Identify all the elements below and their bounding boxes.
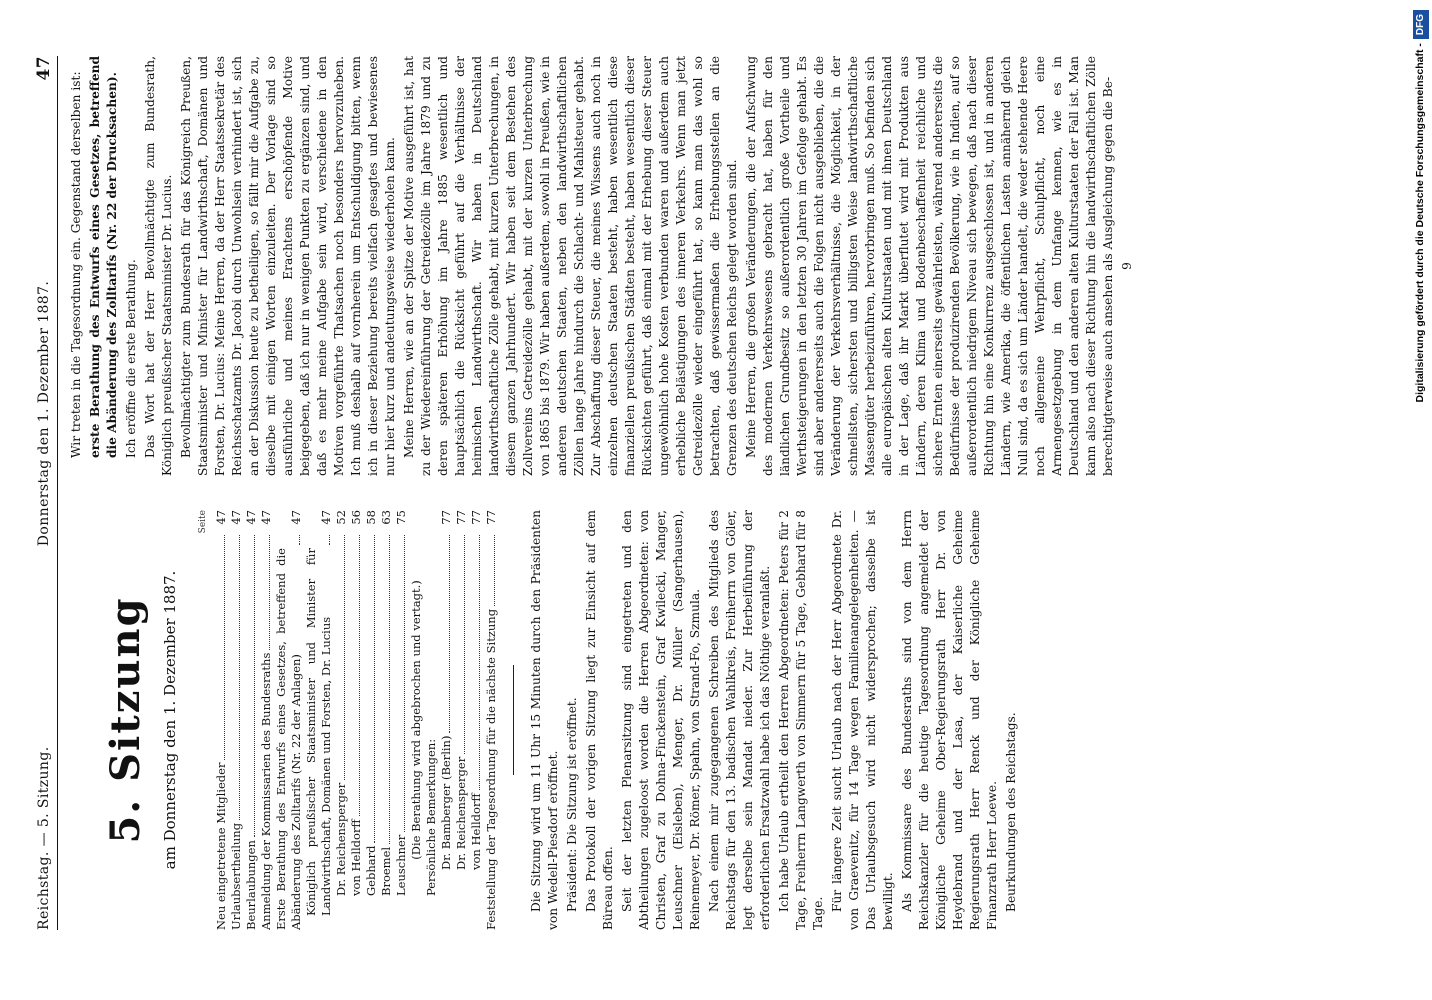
toc-entry-text: Broemel [379, 846, 393, 896]
toc-entry-text: Feststellung der Tagesordnung für die nächste Sitzung [484, 608, 498, 930]
dfg-logo: DFG [1413, 10, 1429, 39]
toc-personal-entry [469, 510, 484, 930]
toc-entry [304, 510, 334, 930]
toc-entry-text: Beurlaubungen [244, 840, 258, 930]
header-left: Reichstag. — 5. Sitzung. [36, 746, 52, 930]
paragraph: Präsident: Die Sitzung ist eröffnet. [565, 697, 579, 912]
paragraph: Meine Herren, wie an der Spitze der Motive ausgeführt ist, hat zu der Wiedereinführung der Getreidezölle im Jahre 1879 und zu deren späteren Erhöhung im Jahre 1885 wesentlich und hauptsächlich die Rücksicht geführt auf die Verhältnisse der heimischen Landwirthschaft. Wir haben in Deutschland landwirthschaftliche Zölle gehabt, mit kurzen Unterbrechungen, in diesem ganzen Jahrhundert. Wir haben seit dem Bestehen des Zollvereins Getreidezölle gehabt, mit der kurzen Unterbrechung von 1865 bis 1879. Wir haben außerdem, sowohl in Preußen, wie in anderen deutschen Staaten, neben den landwirthschaftlichen Zöllen lange Jahre hindurch die Schlacht- und Mahlsteuer gehabt. Zur Abschaffung dieser Steuer, die meines Wissens auch noch in einzelnen deutschen Staaten besteht, haben wesentlich diese finanziellen preußischen Städten besteht, haben wesentlich dieser Rücksichten geführt, daß einmal mit der Erhebung dieser Steuer ungewöhnlich hohe Kosten verbunden waren und außerdem auch erhebliche Belästigungen des inneren Verkehrs. Wenn man jetzt Getreidezölle wieder eingeführt hat, so kann man das wohl so betrachten, daß gewissermaßen die Erhebungsstellen an die Grenzen des deutschen Reichs gelegt worden sind. [402, 56, 739, 476]
toc-entry-page: 47 [259, 510, 273, 525]
toc-entry-text: Anmeldung der Kommissarien des Bundesraths [259, 652, 273, 930]
paragraph: Für längere Zeit sucht Urlaub nach der Herr Abgeordnete Dr. von Graevenitz, für 14 Tage wegen Familienangelegenheiten. — Das Urlaubsgesuch wird nicht widersprochen; dasselbe ist bewilligt. [830, 510, 895, 930]
paragraph: Beurkundungen des Reichstags. [1004, 712, 1018, 912]
toc-entry-text: Urlaubsertheilung [229, 822, 243, 930]
toc-entry-text: von Helldorff [349, 819, 363, 896]
toc-entry-last [484, 510, 499, 930]
toc-personal-entry [454, 510, 469, 930]
left-column [68, 510, 1313, 930]
running-header [36, 56, 58, 930]
toc-seite-label: Seite [198, 510, 208, 534]
toc-entry-text: Königlich preußischer Staatsminister und Minister für Landwirthschaft, Domänen und Forsten, Dr. Lucius [304, 548, 333, 916]
toc-personal-entry [439, 510, 454, 930]
paragraph: Das Wort hat der Herr Bevollmächtigte zum Bundesrath, Königlich preußischer Staatsminister Dr. Lucius. [143, 56, 174, 476]
paragraph: Seit der letzten Plenarsitzung sind eingetreten und den Abtheilungen zugeloost worden die Herren Abgeordneten: von Christen, Graf zu Dohna-Finckenstein, Graf Kwilecki, Manger, Leuschner (Eisleben), Menger, Dr. Müller (Sangerhausen), Reinemeyer, Dr. Römer, Spahn, von Strand-Fo, Szmula. [620, 510, 702, 930]
toc-entry [379, 510, 394, 930]
dfg-sidebar [1410, 0, 1432, 1000]
agenda-intro: Wir treten in die Tagesordnung ein. Gegenstand derselben ist: [69, 71, 83, 458]
signature-mark: 9 [1120, 262, 1134, 270]
toc-entry-page: 77 [439, 510, 453, 525]
toc-entry [349, 510, 364, 930]
toc-entry-page: 77 [454, 510, 468, 525]
toc-entry-text: Leuschner [394, 834, 408, 896]
toc-entry [274, 510, 304, 930]
toc-entry-text: Neu eingetretene Mitglieder [214, 762, 228, 930]
paragraph: Als Kommissare des Bundesraths sind von dem Herrn Reichskanzler für die heutige Tagesordnung angemeldet der Königliche Geheime Ober-Regierungsrath Herr Dr. von Heydebrand und der Lasa, der Kaiserliche Geheime Regierungsrath Herr Renck und der Königliche Geheime Finanzrath Herr Loewe. [900, 510, 999, 930]
toc-entry-page: 47 [244, 510, 258, 525]
page-number: 47 [34, 56, 54, 81]
paragraph: Nach einem mir zugegangenen Schreiben des Mitglieds des Reichstags für den 13. badischen Wahlkreis, Freiherrn von Göler, legt derselbe sein Mandat nieder. Zur Herbeiführung der erforderlichen Ersatzwahl habe ich das Nöthige veranlaßt. [707, 510, 772, 930]
session-date: am Donnerstag den 1. Dezember 1887. [161, 570, 179, 870]
toc-entry-page: 77 [469, 510, 483, 525]
agenda-item: erste Berathung des Entwurfs eines Gesetzes, betreffend die Abänderung des Zolltarifs (Nr. 22 der Drucksachen). [88, 56, 119, 458]
toc-entry [229, 510, 244, 930]
toc-personal-head: Persönliche Bemerkungen: [424, 738, 438, 896]
toc-entry-page: 47 [319, 510, 333, 525]
toc-entry-page: 47 [289, 510, 303, 525]
toc-entry-page: 47 [229, 510, 243, 525]
toc-entry-text: Dr. Reichensperger [334, 782, 348, 896]
toc-entry-text: Erste Berathung des Entwurfs eines Gesetzes, betreffend die Abänderung des Zolltarifs (Nr. 22 der Anlagen) [274, 548, 303, 930]
section-divider [513, 665, 514, 775]
toc-entry-page: 63 [379, 510, 393, 525]
paragraph: Ich eröffne die erste Berathung. [124, 259, 138, 458]
right-column [68, 56, 1313, 476]
toc-entry-page: 52 [334, 510, 348, 525]
table-of-contents [195, 510, 499, 930]
left-column-text [528, 510, 1020, 930]
right-column-text [123, 56, 1117, 476]
toc-entry [244, 510, 259, 930]
session-title: 5. Sitzung [102, 596, 149, 844]
paragraph: Das Protokoll der vorigen Sitzung liegt zur Einsicht auf dem Büreau offen. [584, 510, 615, 930]
paragraph: Bevollmächtigter zum Bundesrath für das Königreich Preußen, Staatsminister und Minister für Landwirthschaft, Domänen und Forsten, Dr. Lucius: Meine Herren, da der Herr Staatssekretär des Reichsschatzamts Dr. Jacobi durch Unwohlsein verhindert ist, sich an der Diskussion heute zu betheiligen, so fällt mir die Aufgabe zu, dieselbe mit einigen Worten einzuleiten. Der Vorlage sind so ausführliche und meines Erachtens erschöpfende Motive beigegeben, daß ich nur in wenigen Punkten zu ergänzen sind, und daß es mehr meine Aufgabe sein wird, verschiedene in den Motiven vorgeführte Thatsachen noch besonders hervorzuheben. Ich muß deshalb auf vornherein um Entschuldigung bitten, wenn ich in dieser Beziehung bereits vielfach gesagtes und bewiesenes nur hier kurz und andeutungsweise wiederholen kann. [179, 56, 397, 476]
toc-entry-text: Dr. Bamberger (Berlin) [439, 735, 453, 870]
paragraph: Ich habe Urlaub ertheilt den Herren Abgeordneten: Peters für 2 Tage, Freiherrn Langwerth von Simmern für 5 Tage, Gebhard für 8 Tage. [777, 510, 825, 930]
paragraph: Meine Herren, die großen Veränderungen, die der Aufschwung des modernen Verkehrswesens gebracht hat, haben für den ländlichen Grundbesitz so außerordentlich große Vortheile und Werthsteigerungen in den letzten 30 Jahren im Gefolge gehabt. Es sind aber andererseits auch die Folgen nicht ausgeblieben, die die Veränderung der Verkehrsverhältnisse, die Möglichkeit, in der schnellsten, sichersten und billigsten Weise landwirthschaftliche Massengüter herbeizuführen, hervorbringen muß. So befinden sich alle europäischen alten Kulturstaaten und mit ihnen Deutschland in der Lage, daß ihr Markt überflutet wird mit Produkten aus Ländern, deren Klima und Bodenbeschaffenheit reichliche und sichere Ernten einerseits gewährleisten, während andererseits die Bedürfnisse der produzirenden Bevölkerung, wie in Indien, auf so außerordentlich niedrigem Niveau sich bewegen, daß nach dieser Richtung hin eine Konkurrenz ausgeschlossen ist, und in anderen Ländern, wie Amerika, die öffentlichen Lasten annähernd gleich Null sind, da es sich um Länder handelt, die weder stehende Heere noch allgemeine Wehrpflicht, Schulpflicht, noch eine Armengesetzgebung in dem Umfange kennen, wie es in Deutschland und den anderen alten Kulturstaaten der Fall ist. Man kann also nach dieser Richtung hin die landwirthschaftlichen Zölle berechtigterweise auch ansehen als Ausgleichung gegen die Be- [744, 56, 1115, 476]
toc-entry-page: 77 [484, 510, 498, 525]
toc-entry [394, 510, 409, 930]
toc-entry-page: 56 [349, 510, 363, 525]
toc-entry-page: 58 [364, 510, 378, 525]
dfg-notice: Digitalisierung gefördert durch die Deutsche Forschungsgemeinschaft - [1414, 43, 1426, 403]
toc-entry-text: Gebhard [364, 845, 378, 896]
toc-entry [214, 510, 229, 930]
toc-entry [334, 510, 349, 930]
paragraph: Die Sitzung wird um 11 Uhr 15 Minuten durch den Präsidenten von Wedell-Piesdorf eröffnet. [529, 510, 560, 930]
toc-note: (Die Berathung wird abgebrochen und vertagt.) [409, 580, 423, 860]
header-center: Donnerstag den 1. Dezember 1887. [36, 280, 52, 547]
toc-entry-text: von Helldorff [469, 793, 483, 870]
toc-entry [259, 510, 274, 930]
toc-entry-page: 75 [394, 510, 408, 525]
toc-entry [364, 510, 379, 930]
toc-entry-page: 47 [214, 510, 228, 525]
toc-entry-text: Dr. Reichensperger [454, 756, 468, 870]
